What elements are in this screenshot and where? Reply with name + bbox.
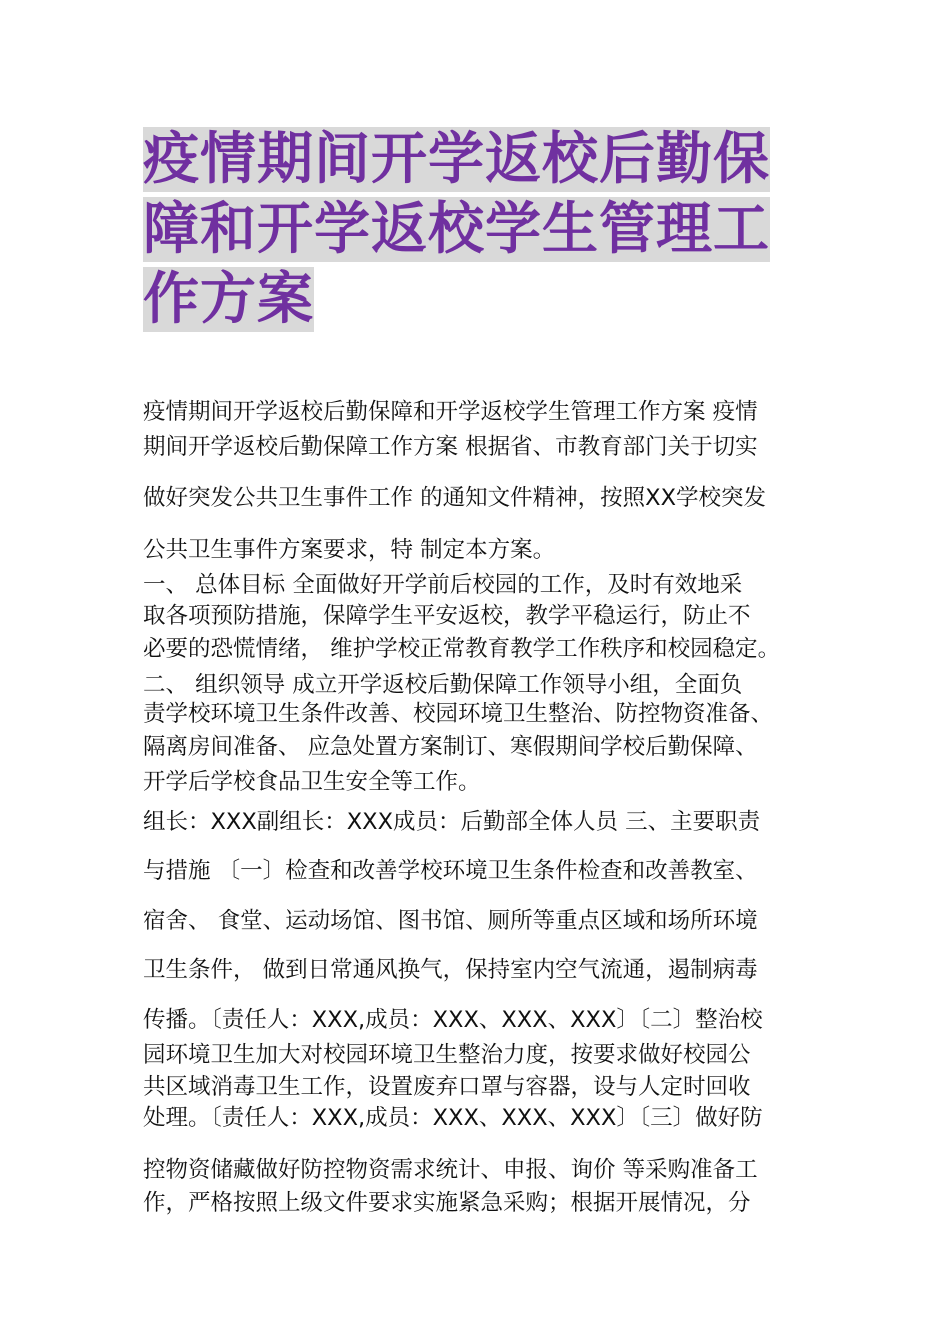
body-line: 与措施 〔一〕检查和改善学校环境卫生条件检查和改善教室、 xyxy=(143,858,758,884)
body-line: 取各项预防措施，保障学生平安返校，教学平稳运行，防止不 xyxy=(143,603,751,629)
body-line: 控物资储藏做好防控物资需求统计、申报、询价 等采购准备工 xyxy=(143,1157,758,1183)
body-line: 公共卫生事件方案要求，特 制定本方案。 xyxy=(143,537,556,563)
body-line: 开学后学校食品卫生安全等工作。 xyxy=(143,769,481,795)
body-line: 二、 组织领导 成立开学返校后勤保障工作领导小组，全面负 xyxy=(143,672,743,698)
body-line: 必要的恐慌情绪， 维护学校正常教育教学工作秩序和校园稳定。 xyxy=(143,636,781,662)
body-line: 责学校环境卫生条件改善、校园环境卫生整治、防控物资准备、 xyxy=(143,701,774,727)
body-line: 传播。〔责任人：XXX,成员：XXX、XXX、XXX〕〔二〕整治校 xyxy=(143,1007,763,1033)
body-line: 疫情期间开学返校后勤保障和开学返校学生管理工作方案 疫情 xyxy=(143,399,758,425)
title-line-3 xyxy=(143,265,823,335)
body-line: 卫生条件， 做到日常通风换气，保持室内空气流通，遏制病毒 xyxy=(143,957,758,983)
body-line: 园环境卫生加大对校园环境卫生整治力度，按要求做好校园公 xyxy=(143,1042,751,1068)
document-title xyxy=(143,125,823,335)
body-line: 作，严格按照上级文件要求实施紧急采购；根据开展情况，分 xyxy=(143,1190,751,1216)
title-line-2 xyxy=(143,195,823,265)
body-line: 隔离房间准备、 应急处置方案制订、寒假期间学校后勤保障、 xyxy=(143,734,758,760)
body-line: 期间开学返校后勤保障工作方案 根据省、市教育部门关于切实 xyxy=(143,434,758,460)
body-line: 一、 总体目标 全面做好开学前后校园的工作，及时有效地采 xyxy=(143,572,743,598)
title-line-1 xyxy=(143,125,823,195)
body-line: 处理。〔责任人：XXX,成员：XXX、XXX、XXX〕〔三〕做好防 xyxy=(143,1105,763,1131)
title-line-1-text: 疫情期间开学返校后勤保 xyxy=(143,127,770,192)
title-line-3-text: 作方案 xyxy=(143,267,314,332)
body-line: 组长：XXX副组长：XXX成员：后勤部全体人员 三、主要职责 xyxy=(143,809,761,835)
title-line-2-text: 障和开学返校学生管理工 xyxy=(143,197,770,262)
body-line: 宿舍、 食堂、运动场馆、图书馆、厕所等重点区域和场所环境 xyxy=(143,908,758,934)
body-line: 共区域消毒卫生工作，设置废弃口罩与容器，设与人定时回收 xyxy=(143,1074,751,1100)
body-line: 做好突发公共卫生事件工作 的通知文件精神，按照XX学校突发 xyxy=(143,485,766,511)
